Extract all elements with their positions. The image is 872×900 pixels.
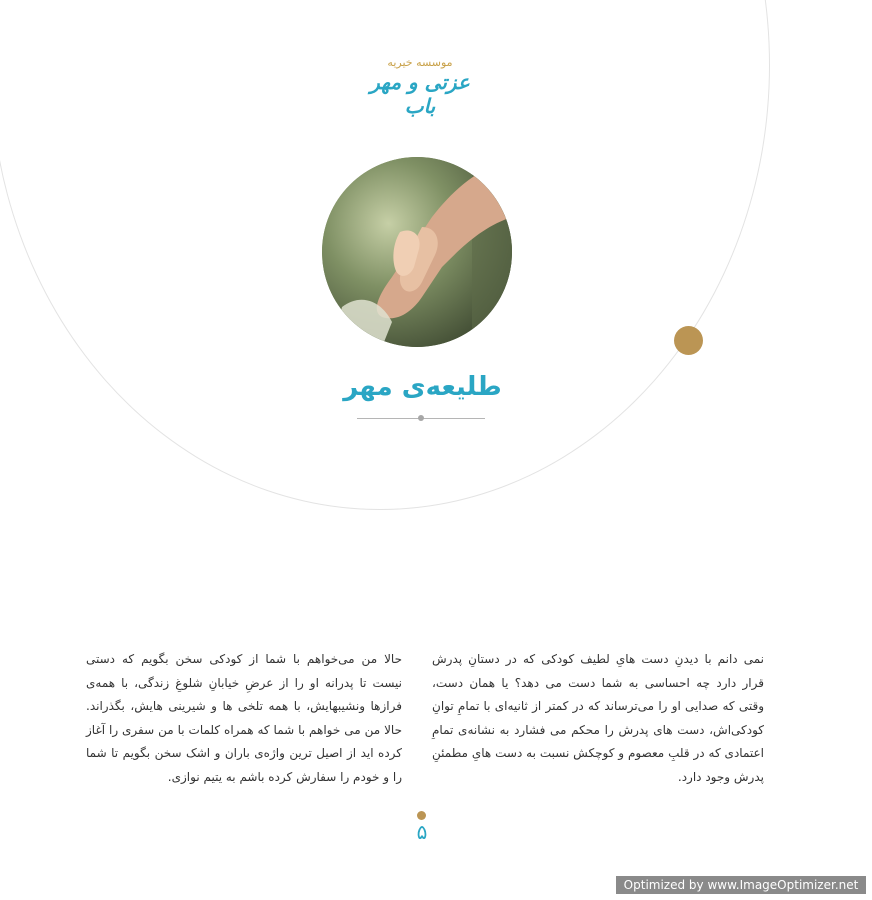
page-number: ۵ [416, 820, 428, 844]
paragraph-left: حالا من می‌خواهم با شما از کودکی سخن بگویم که دستی نیست تا پدرانه او را از عرضِ خیابانِ شلوغِ زندگی، با همه‌ی فرازها ونشیبهایش، با همه تلخی ها و شیرینی هایش، بگذراند. حالا من می خواهم با شما که همراه کلمات با من سفری را آغاز کرده اید از اصیل ترین واژه‌ی باران و اشک سخن بگویم تا شما را و خودم را سفارش کرده باشم به یتیم نوازی. [86, 652, 402, 784]
page-title: طلیعه‌ی مهر [343, 372, 502, 402]
text-column-left [86, 648, 402, 789]
gold-dot-decoration [674, 326, 703, 355]
hands-photo-illustration [322, 157, 512, 347]
logo [370, 56, 470, 118]
hands-photo [322, 157, 512, 347]
optimizer-watermark: Optimized by www.ImageOptimizer.net [616, 876, 866, 894]
paragraph-right: نمی دانم با دیدنِ دست هایِ لطیف کودکی که در دستانِ پدرش قرار دارد چه احساسی به شما دست می دهد؟ یا همان دست، وقتی که صدایی او را می‌ترساند که در کمتر از ثانیه‌ای با تمامِ توانِ کودکی‌اش، دست های پدرش را محکم می فشارد به نشانه‌ی تمامِ اعتمادی که در قلبِ معصوم و کوچکش نسبت به دست هایِ مطمئنِ پدرش وجود دارد. [432, 652, 764, 784]
page-number-dot [417, 811, 426, 820]
text-column-right [432, 648, 764, 789]
logo-main-text: عزتی و مهر باب [370, 70, 470, 118]
title-underline-dot [418, 415, 424, 421]
logo-top-text: موسسه خیریه [387, 56, 453, 69]
